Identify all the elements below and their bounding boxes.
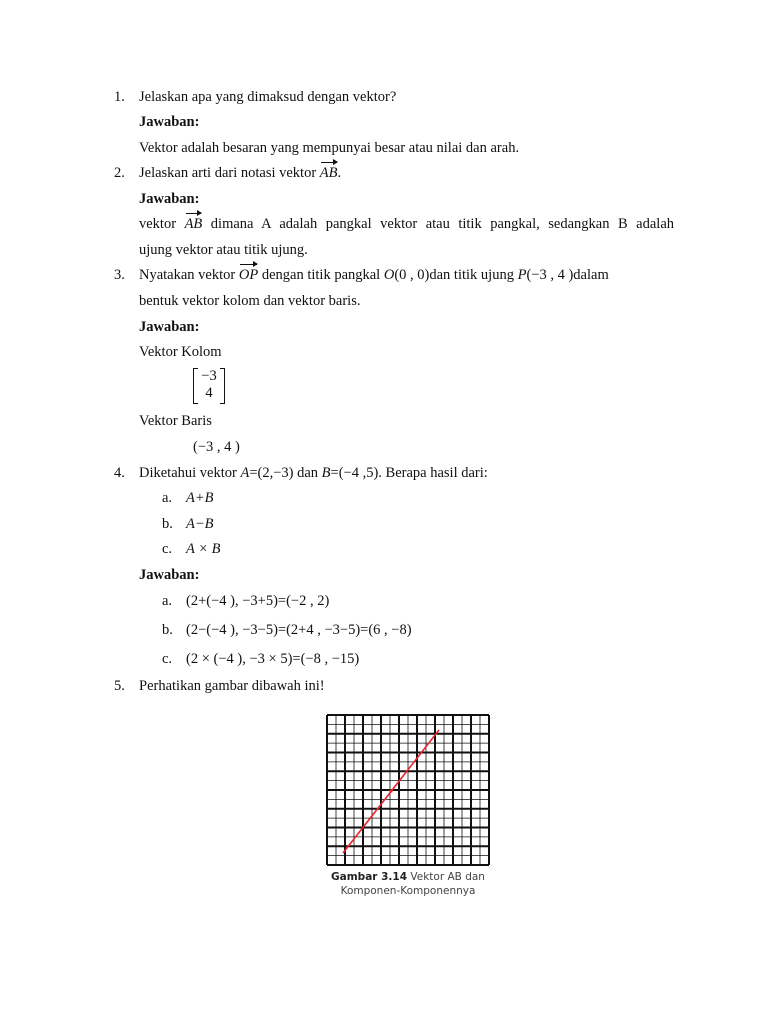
caption-line-1: Gambar 3.14 Vektor AB dan [331, 871, 485, 883]
answer-label: Jawaban: [139, 319, 200, 335]
question-3-line-1: Nyatakan vektor OP dengan titik pangkal O(0 , 0)dan titik ujung P(−3 , 4 )dalam [139, 267, 609, 283]
column-vector-matrix [193, 368, 225, 404]
caption-line-2: Komponen-Komponennya [340, 885, 476, 897]
vector-ab-notation: AB [184, 216, 203, 232]
vector-midpoint-dot [389, 789, 392, 792]
answer-label: Jawaban: [139, 567, 200, 583]
answer-item-expression: (2+(−4 ), −3+5)=(−2 , 2) [186, 593, 330, 609]
vector-op-notation: OP [238, 267, 259, 283]
question-3-line-2: bentuk vektor kolom dan vektor baris. [139, 293, 361, 309]
question-number: 4. [114, 465, 125, 481]
question-number: 2. [114, 165, 125, 181]
answer-1-text: Vektor adalah besaran yang mempunyai besar atau nilai dan arah. [139, 140, 520, 156]
item-label: c. [162, 541, 173, 557]
question-1-text: Jelaskan apa yang dimaksud dengan vektor? [139, 89, 397, 105]
answer-2-line-2: ujung vektor atau titik ujung. [139, 242, 308, 258]
question-4-text: Diketahui vektor A=(2,−3) dan B=(−4 ,5). Berapa hasil dari: [139, 465, 488, 481]
vector-ab-notation: AB [319, 165, 338, 181]
answer-item-label: a. [162, 593, 173, 609]
matrix-bottom-entry: 4 [205, 385, 213, 401]
matrix-right-bracket [220, 368, 225, 404]
row-vector-value: (−3 , 4 ) [193, 439, 240, 455]
item-label: b. [162, 516, 173, 532]
answer-label: Jawaban: [139, 114, 200, 130]
answer-item-label: b. [162, 622, 173, 638]
question-5-text: Perhatikan gambar dibawah ini! [139, 678, 325, 694]
question-number: 1. [114, 89, 125, 105]
item-label: a. [162, 490, 173, 506]
answer-item-expression: (2 × (−4 ), −3 × 5)=(−8 , −15) [186, 651, 360, 667]
answer-item-label: c. [162, 651, 173, 667]
matrix-top-entry: −3 [201, 368, 217, 384]
vektor-kolom-label: Vektor Kolom [139, 344, 222, 360]
item-expression: A × B [186, 541, 221, 557]
vektor-baris-label: Vektor Baris [139, 413, 212, 429]
question-2-text: Jelaskan arti dari notasi vektor AB. [139, 165, 342, 181]
answer-label: Jawaban: [139, 191, 200, 207]
question-number: 5. [114, 678, 125, 694]
question-number: 3. [114, 267, 125, 283]
grid-figure [326, 714, 490, 866]
item-expression: A−B [186, 516, 214, 532]
figure-caption [326, 870, 490, 898]
answer-2-line-1: vektor AB dimana A adalah pangkal vektor atau titik pangkal, sedangkan B adalah [139, 216, 675, 232]
item-expression: A+B [186, 490, 214, 506]
answer-item-expression: (2−(−4 ), −3−5)=(2+4 , −3−5)=(6 , −8) [186, 622, 412, 638]
matrix-left-bracket [193, 368, 198, 404]
